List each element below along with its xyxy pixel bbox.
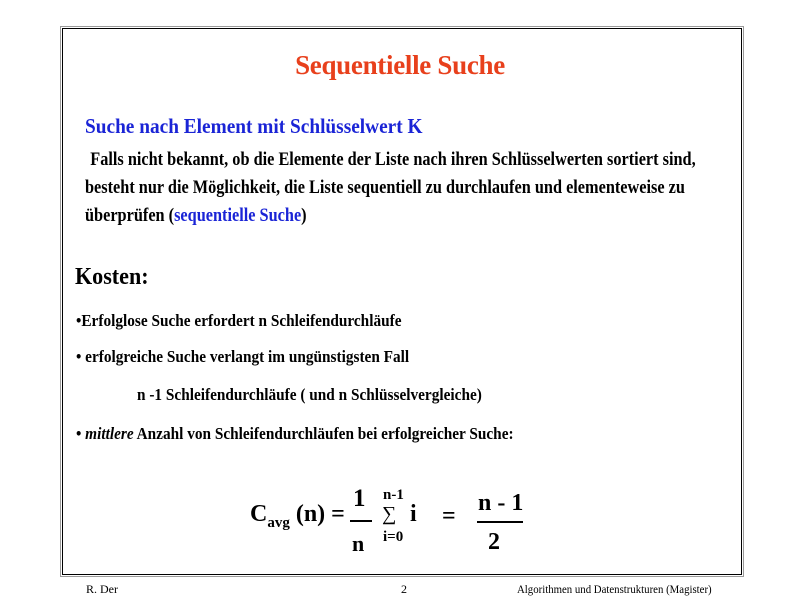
bullet-mittlere-rest: Anzahl von Schleifendurchläufen bei erfolgreicher Suche: [133,424,514,443]
slide-title: Sequentielle Suche [295,50,505,80]
fraction2-denominator: 2 [488,529,500,555]
bullet-erfolglos: •Erfolglose Suche erfordert n Schleifendurchläufe [76,311,402,330]
formula-equals: = [442,503,456,529]
intro-highlight: sequentielle Suche [174,206,302,226]
footer-course: Algorithmen und Datenstrukturen (Magister) [517,582,712,596]
footer-page-number: 2 [401,582,407,596]
bullet-mittlere-prefix: • [76,424,86,443]
fraction1-numerator: 1 [353,485,366,512]
bullet-mittlere-italic: mittlere [85,424,134,443]
formula-c-arg: (n) = [289,501,345,527]
formula-c: C [250,501,268,527]
footer-author: R. Der [86,582,118,596]
bullet-mittlere [76,424,514,444]
slide-frame [62,28,742,575]
sum-variable: i [410,501,417,527]
intro-text: Falls nicht bekannt, ob die Elemente der Liste nach ihren Schlüsselwerten sortiert sind, besteht nur die Möglichkeit, die Liste sequentiell zu durchlaufen und elementeweise zu überprüfen ( [85,150,696,226]
bullet-erfolgreich-detail: n -1 Schleifendurchläufe ( und n Schlüsselvergleiche) [137,385,482,404]
fraction1-denominator: n [352,531,365,556]
sum-lower-limit: i=0 [383,529,404,545]
formula-c-sub: avg [267,515,290,531]
kosten-heading: Kosten: [75,264,149,290]
slide-subtitle: Suche nach Element mit Schlüsselwert K [85,114,423,138]
bullet-erfolgreich: • erfolgreiche Suche verlangt im ungünstigsten Fall [76,347,410,366]
intro-end: ) [301,206,307,226]
fraction2-numerator: n - 1 [478,490,524,516]
sum-upper-limit: n-1 [383,487,404,503]
sum-symbol: ∑ [382,503,397,525]
intro-paragraph [85,146,736,230]
